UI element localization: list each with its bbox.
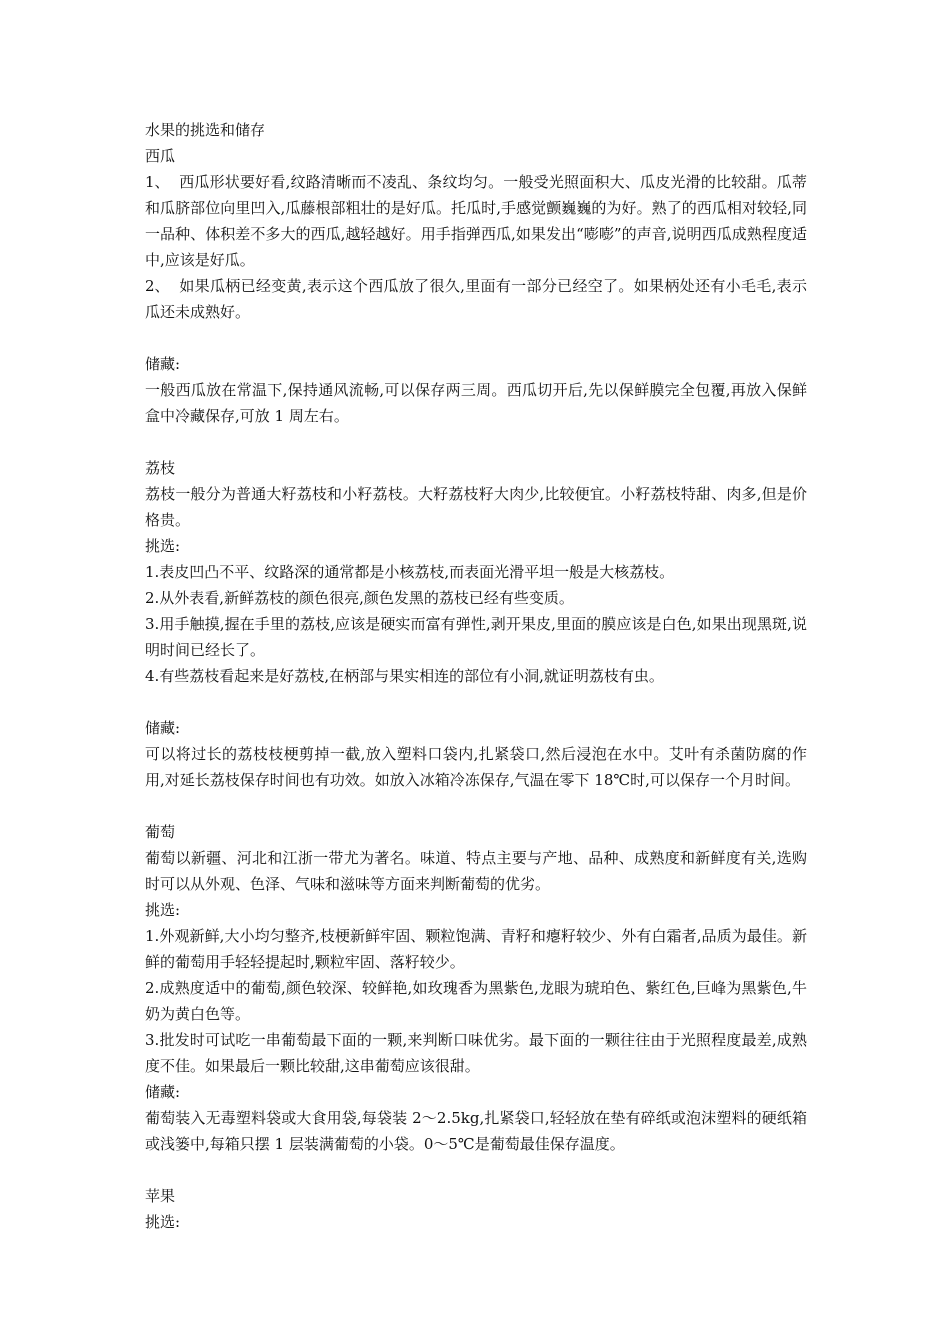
grape-select-label: 挑选: [145,901,181,919]
grape-select-3: 3.批发时可试吃一串葡萄最下面的一颗,来判断口味优劣。最下面的一颗往往由于光照程度最差,成熟度不佳。如果最后一颗比较甜,这串葡萄应该很甜。 [145,1031,807,1075]
grape-select-1: 1.外观新鲜,大小均匀整齐,枝梗新鲜牢固、颗粒饱满、青籽和瘪籽较少、外有白霜者,品质为最佳。新鲜的葡萄用手轻轻提起时,颗粒牢固、落籽较少。 [145,927,807,971]
lychee-select-3: 3.用手触摸,握在手里的荔枝,应该是硬实而富有弹性,剥开果皮,里面的膜应该是白色,如果出现黑斑,说明时间已经长了。 [145,615,807,659]
lychee-storage-label: 储藏: [145,719,181,737]
apple-select-label: 挑选: [145,1213,181,1231]
section-heading-apple: 苹果 [145,1187,176,1205]
spacer [145,325,807,351]
paragraph-text: 如果瓜柄已经变黄,表示这个西瓜放了很久,里面有一部分已经空了。如果柄处还有小毛毛,表示瓜还未成熟好。 [145,277,807,321]
spacer [145,793,807,819]
paragraph-text: 西瓜形状要好看,纹路清晰而不凌乱、条纹均匀。一般受光照面积大、瓜皮光滑的比较甜。瓜蒂和瓜脐部位向里凹入,瓜藤根部粗壮的是好瓜。托瓜时,手感觉颤巍巍的为好。熟了的西瓜相对较轻,同一品种、体积差不多大的西瓜,越轻越好。用手指弹西瓜,如果发出“嘭嘭”的声音,说明西瓜成熟程度适中,应该是好瓜。 [145,173,807,269]
watermelon-item-1 [145,169,807,273]
section-heading-lychee: 荔枝 [145,459,176,477]
spacer [145,689,807,715]
watermelon-storage-label: 储藏: [145,355,181,373]
watermelon-item-2 [145,273,807,325]
lychee-intro: 荔枝一般分为普通大籽荔枝和小籽荔枝。大籽荔枝籽大肉少,比较便宜。小籽荔枝特甜、肉多,但是价格贵。 [145,485,807,529]
grape-intro: 葡萄以新疆、河北和江浙一带尤为著名。味道、特点主要与产地、品种、成熟度和新鲜度有关,选购时可以从外观、色泽、气味和滋味等方面来判断葡萄的优劣。 [145,849,807,893]
grape-storage-text: 葡萄装入无毒塑料袋或大食用袋,每袋装 2～2.5kg,扎紧袋口,轻轻放在垫有碎纸或泡沫塑料的硬纸箱或浅篓中,每箱只摆 1 层装满葡萄的小袋。0～5℃是葡萄最佳保存温度。 [145,1109,807,1153]
document-body [145,117,807,1235]
lychee-select-4: 4.有些荔枝看起来是好荔枝,在柄部与果实相连的部位有小洞,就证明荔枝有虫。 [145,667,664,685]
spacer [145,1157,807,1183]
list-number: 1、 [145,173,170,191]
lychee-select-2: 2.从外表看,新鲜荔枝的颜色很亮,颜色发黑的荔枝已经有些变质。 [145,589,574,607]
lychee-select-label: 挑选: [145,537,181,555]
section-heading-grape: 葡萄 [145,823,176,841]
spacer [145,429,807,455]
grape-storage-label: 储藏: [145,1083,181,1101]
list-number: 2、 [145,277,170,295]
section-heading-watermelon: 西瓜 [145,147,176,165]
lychee-storage-text: 可以将过长的荔枝枝梗剪掉一截,放入塑料口袋内,扎紧袋口,然后浸泡在水中。艾叶有杀菌防腐的作用,对延长荔枝保存时间也有功效。如放入冰箱冷冻保存,气温在零下 18℃时,可以保存一个月时间。 [145,745,807,789]
grape-select-2: 2.成熟度适中的葡萄,颜色较深、较鲜艳,如玫瑰香为黑紫色,龙眼为琥珀色、紫红色,巨峰为黑紫色,牛奶为黄白色等。 [145,979,807,1023]
document-title: 水果的挑选和储存 [145,121,266,139]
watermelon-storage-text: 一般西瓜放在常温下,保持通风流畅,可以保存两三周。西瓜切开后,先以保鲜膜完全包覆,再放入保鲜盒中冷藏保存,可放 1 周左右。 [145,381,807,425]
lychee-select-1: 1.表皮凹凸不平、纹路深的通常都是小核荔枝,而表面光滑平坦一般是大核荔枝。 [145,563,675,581]
